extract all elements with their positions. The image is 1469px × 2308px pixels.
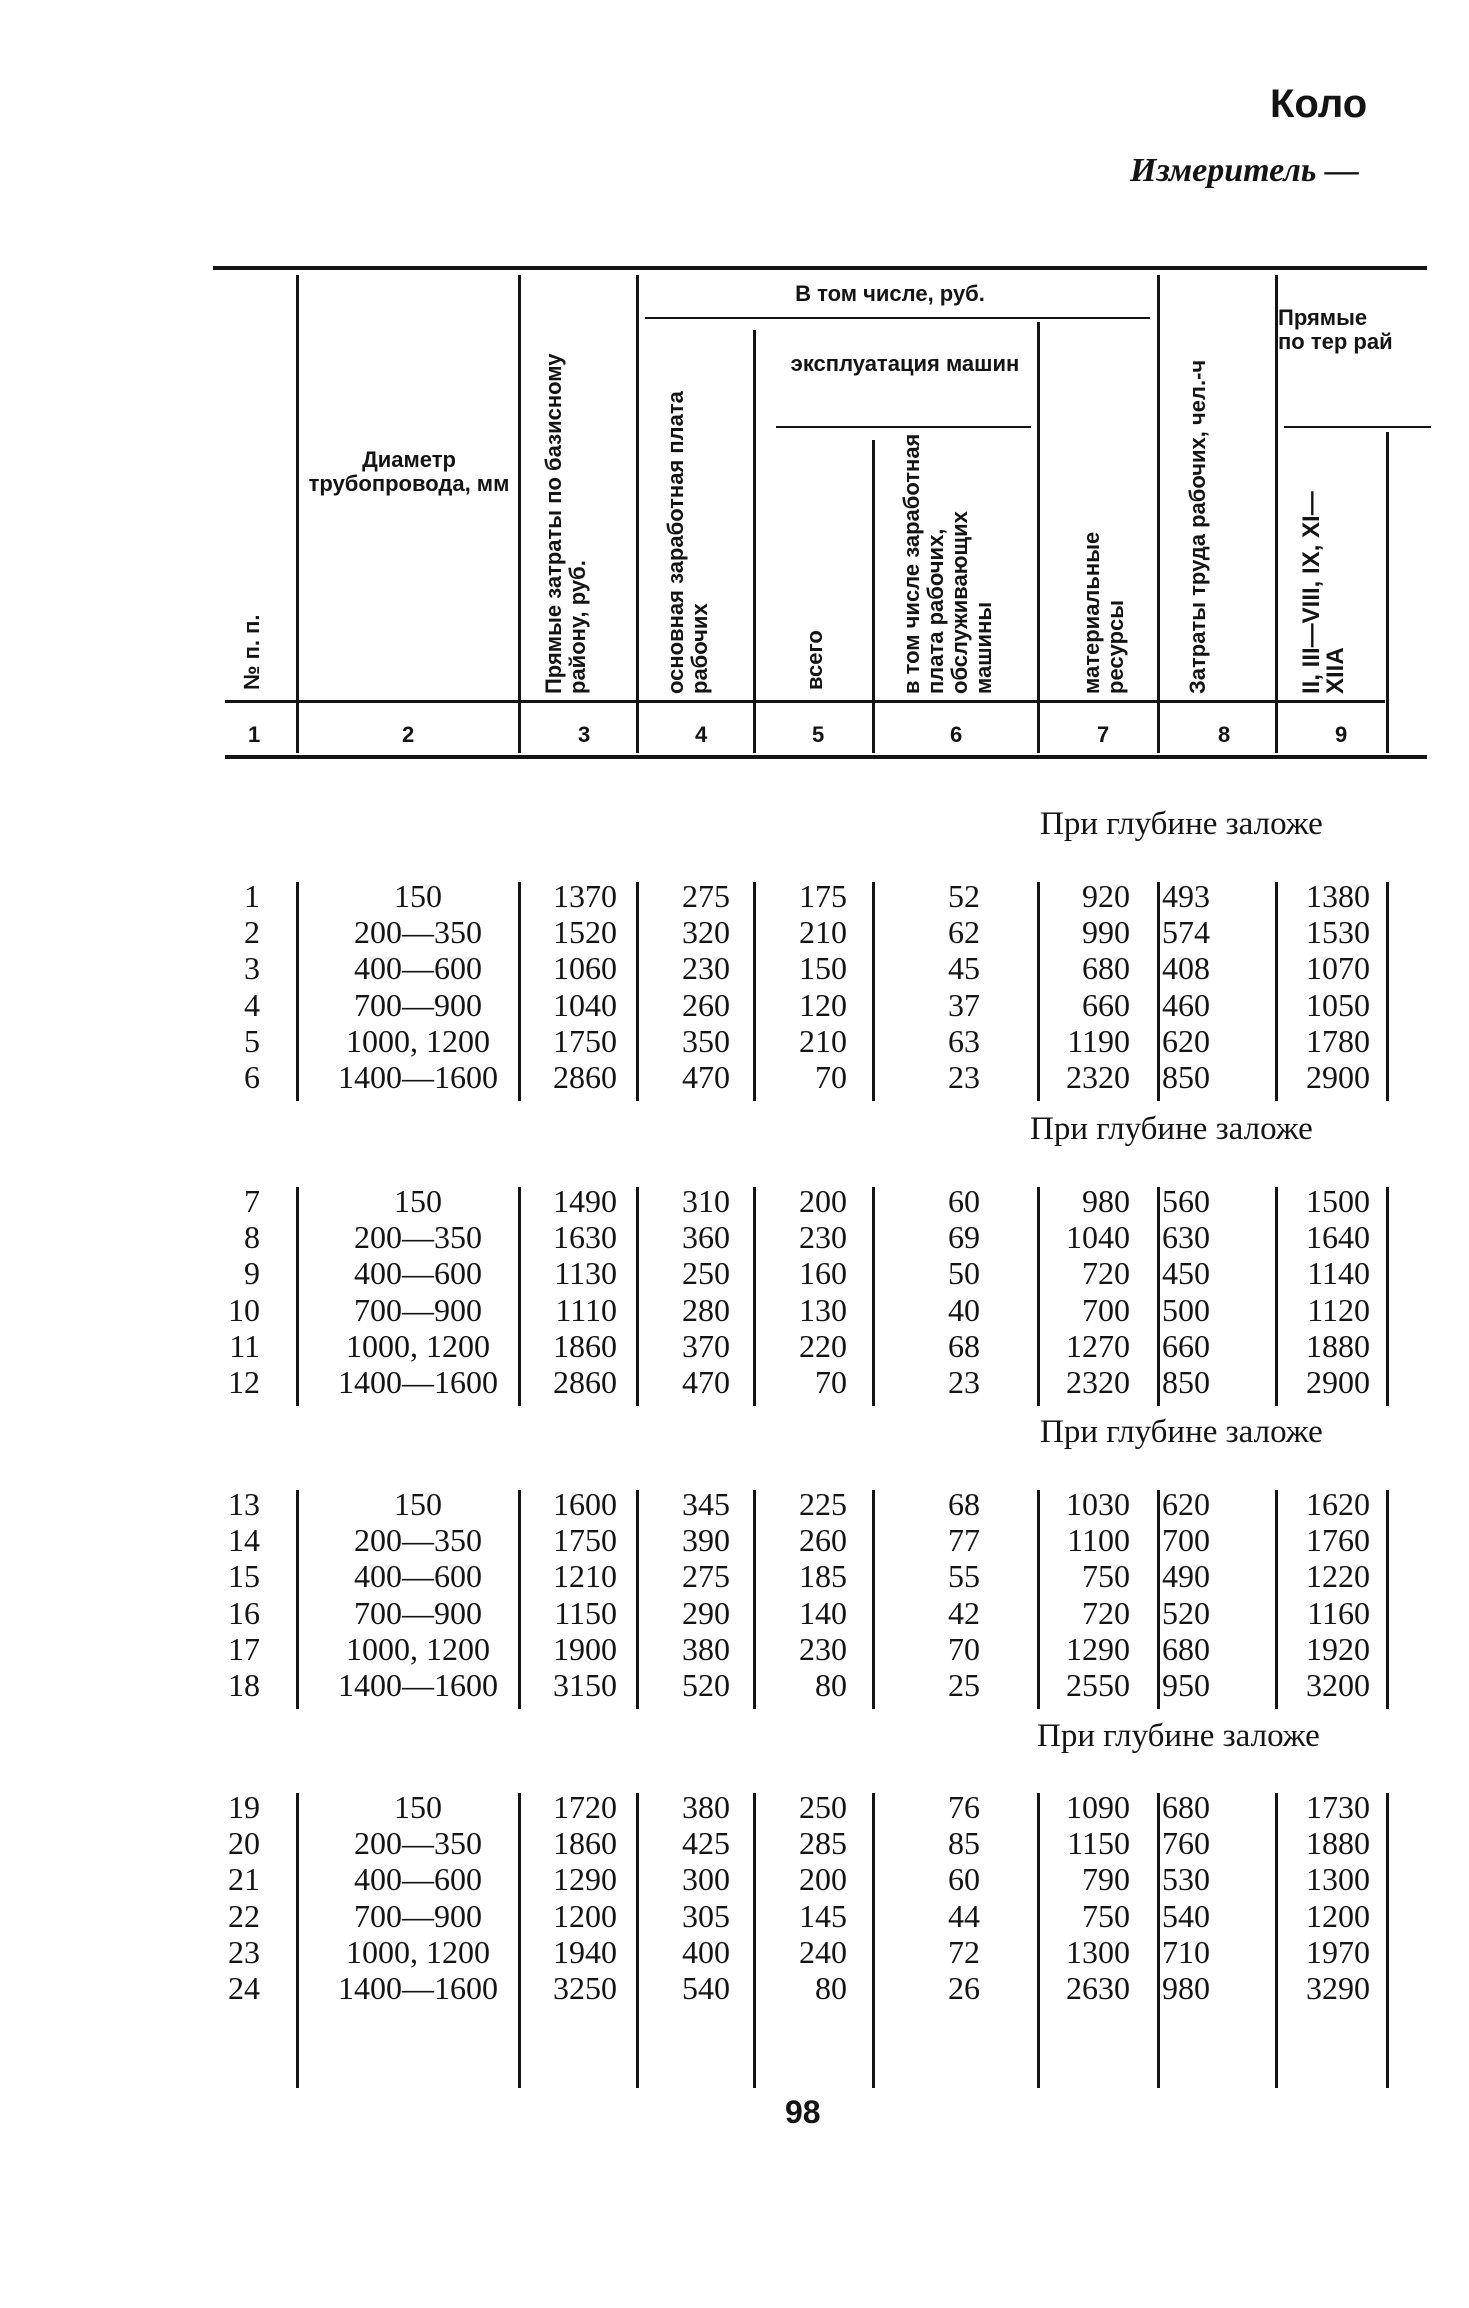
table-cell: 720 [1082,1255,1130,1292]
table-cell: 3150 [553,1667,617,1703]
table-cell: 175 [799,878,847,914]
page-subtitle: Измеритель — [1130,152,1359,189]
table-cell: 19 [228,1789,260,1825]
table-cell: 1070 [1306,950,1370,987]
table-cell: 230 [799,1219,847,1256]
table-cell: 520 [1162,1594,1210,1631]
header-diameter: Диаметр трубопровода, мм [308,447,510,496]
table-cell: 700—900 [354,1594,482,1631]
table-cell: 45 [948,950,980,987]
column-separator [1386,1490,1389,1709]
hdr-vline [636,275,639,753]
table-cell: 1290 [553,1861,617,1898]
colnum-7: 7 [1097,722,1110,747]
table-cell: 1860 [553,1825,617,1862]
table-cell: 12 [228,1364,260,1400]
table-cell: 390 [682,1522,730,1559]
table-cell: 1780 [1306,1022,1370,1059]
table-cell: 400—600 [354,1558,482,1595]
table-cell: 13 [228,1486,260,1522]
table-cell: 350 [682,1022,730,1059]
table-cell: 1380 [1306,878,1370,914]
table-cell: 3200 [1306,1667,1370,1703]
table-cell: 40 [948,1291,980,1328]
table-cell: 2900 [1306,1059,1370,1095]
table-cell: 1300 [1306,1861,1370,1898]
table-cell: 1630 [553,1219,617,1256]
table-cell: 370 [682,1327,730,1364]
table-cell: 63 [948,1022,980,1059]
table-cell: 150 [394,1486,442,1522]
table-cell: 240 [799,1933,847,1970]
table-cell: 200—350 [354,1219,482,1256]
table-cell: 230 [682,950,730,987]
page-title: Коло [1270,82,1368,126]
table-cell: 700—900 [354,1291,482,1328]
table-cell: 700 [1162,1522,1210,1559]
hdr-vline [753,330,756,753]
table-cell: 345 [682,1486,730,1522]
header-item-number: № п. п. [239,614,264,690]
table-cell: 120 [799,986,847,1023]
table-cell: 1760 [1306,1522,1370,1559]
table-cell: 520 [682,1667,730,1703]
hdr-vline [518,275,521,753]
table-cell: 14 [228,1522,260,1559]
table-cell: 17 [228,1630,260,1667]
table-cell: 1030 [1066,1486,1130,1522]
column-separator [1386,1187,1389,1406]
table-cell: 700 [1082,1291,1130,1328]
table-cell: 680 [1162,1630,1210,1667]
table-cell: 400—600 [354,950,482,987]
table-cell: 260 [682,986,730,1023]
colnum-bottom-rule [225,755,1427,759]
table-cell: 285 [799,1825,847,1862]
table-cell: 150 [394,1183,442,1219]
table-cell: 425 [682,1825,730,1862]
table-cell: 260 [799,1522,847,1559]
table-cell: 1860 [553,1327,617,1364]
table-cell: 44 [948,1897,980,1934]
table-cell: 1880 [1306,1825,1370,1862]
table-cell: 1500 [1306,1183,1370,1219]
column-separator [1386,882,1389,1101]
colnum-4: 4 [695,722,708,747]
table-cell: 200—350 [354,1522,482,1559]
table-cell: 470 [682,1059,730,1095]
table-cell: 6 [244,1059,260,1095]
table-cell: 1150 [554,1594,617,1631]
table-cell: 275 [682,1558,730,1595]
table-cell: 1750 [553,1522,617,1559]
table-cell: 620 [1162,1022,1210,1059]
table-cell: 620 [1162,1486,1210,1522]
table-cell: 760 [1162,1825,1210,1862]
table-cell: 9 [244,1255,260,1292]
table-cell: 70 [815,1059,847,1095]
table-cell: 400—600 [354,1255,482,1292]
table-cell: 630 [1162,1219,1210,1256]
table-cell: 750 [1082,1558,1130,1595]
sub-rule-1 [645,317,1150,319]
table-cell: 21 [228,1861,260,1898]
table-cell: 1090 [1066,1789,1130,1825]
table-cell: 560 [1162,1183,1210,1219]
table-cell: 145 [799,1897,847,1934]
table-cell: 1640 [1306,1219,1370,1256]
table-cell: 1730 [1306,1789,1370,1825]
table-cell: 1490 [553,1183,617,1219]
table-cell: 62 [948,914,980,951]
table-cell: 990 [1082,914,1130,951]
section-caption: При глубине заложе [1037,1718,1320,1754]
table-cell: 950 [1162,1667,1210,1703]
table-cell: 540 [1162,1897,1210,1934]
table-cell: 140 [799,1594,847,1631]
table-cell: 200—350 [354,914,482,951]
table-cell: 660 [1162,1327,1210,1364]
header-regions: II, III—VIII, IX, XI—XIIA [1298,491,1349,694]
table-cell: 68 [948,1486,980,1522]
table-cell: 680 [1082,950,1130,987]
header-base-wage: основная заработная плата рабочих [663,391,712,694]
table-cell: 23 [948,1364,980,1400]
table-cell: 77 [948,1522,980,1559]
table-cell: 310 [682,1183,730,1219]
table-cell: 1160 [1307,1594,1370,1631]
table-cell: 1120 [1307,1291,1370,1328]
table-cell: 1940 [553,1933,617,1970]
table-cell: 750 [1082,1897,1130,1934]
table-cell: 470 [682,1364,730,1400]
table-cell: 1140 [1307,1255,1370,1292]
table-cell: 50 [948,1255,980,1292]
table-cell: 1220 [1306,1558,1370,1595]
table-cell: 200—350 [354,1825,482,1862]
table-cell: 680 [1162,1789,1210,1825]
table-cell: 1110 [555,1291,617,1328]
section-caption: При глубине заложе [1040,1414,1323,1450]
table-cell: 1270 [1066,1327,1130,1364]
table-cell: 1000, 1200 [346,1327,490,1364]
table-cell: 80 [815,1667,847,1703]
table-cell: 1400—1600 [338,1364,498,1400]
table-cell: 24 [228,1970,260,2006]
table-cell: 1400—1600 [338,1059,498,1095]
table-cell: 60 [948,1183,980,1219]
table-cell: 2900 [1306,1364,1370,1400]
table-cell: 2860 [553,1059,617,1095]
header-machine-total: всего [802,630,827,690]
table-cell: 500 [1162,1291,1210,1328]
table-cell: 490 [1162,1558,1210,1595]
table-cell: 300 [682,1861,730,1898]
table-cell: 72 [948,1933,980,1970]
sub-rule-3 [1284,426,1431,428]
table-cell: 1620 [1306,1486,1370,1522]
table-cell: 76 [948,1789,980,1825]
table-cell: 130 [799,1291,847,1328]
table-cell: 200 [799,1861,847,1898]
table-cell: 1190 [1067,1022,1130,1059]
table-cell: 1000, 1200 [346,1022,490,1059]
table-cell: 320 [682,914,730,951]
table-cell: 220 [799,1327,847,1364]
table-cell: 700—900 [354,986,482,1023]
table-cell: 1400—1600 [338,1970,498,2006]
table-cell: 1520 [553,914,617,951]
table-cell: 69 [948,1219,980,1256]
table-cell: 380 [682,1630,730,1667]
table-cell: 23 [948,1059,980,1095]
table-cell: 25 [948,1667,980,1703]
hdr-vline [1386,432,1389,753]
table-cell: 10 [228,1291,260,1328]
table-cell: 1000, 1200 [346,1630,490,1667]
table-cell: 1050 [1306,986,1370,1023]
hdr-vline [1157,275,1160,753]
table-cell: 1130 [554,1255,617,1292]
table-cell: 22 [228,1897,260,1934]
table-cell: 37 [948,986,980,1023]
table-cell: 18 [228,1667,260,1703]
table-cell: 68 [948,1327,980,1364]
table-cell: 2 [244,914,260,951]
column-separator [872,882,875,1101]
table-cell: 23 [228,1933,260,1970]
table-cell: 11 [229,1327,260,1364]
header-in-that-number: В том числе, руб. [795,281,985,306]
table-cell: 85 [948,1825,980,1862]
table-cell: 850 [1162,1364,1210,1400]
column-separator [872,1793,875,2088]
header-bottom-rule [225,700,1385,703]
table-cell: 574 [1162,914,1210,951]
table-cell: 710 [1162,1933,1210,1970]
table-cell: 60 [948,1861,980,1898]
table-cell: 275 [682,878,730,914]
table-cell: 160 [799,1255,847,1292]
header-machine-ops: эксплуатация машин [790,351,1020,376]
table-cell: 200 [799,1183,847,1219]
table-cell: 305 [682,1897,730,1934]
header-materials: материальные ресурсы [1079,531,1128,694]
table-cell: 1 [244,878,260,914]
table-cell: 400—600 [354,1861,482,1898]
table-cell: 2630 [1066,1970,1130,2006]
header-direct-by-region: Прямые по тер рай [1278,305,1393,354]
table-cell: 70 [948,1630,980,1667]
table-cell: 2320 [1066,1059,1130,1095]
column-separator [872,1490,875,1709]
table-cell: 16 [228,1594,260,1631]
table-cell: 230 [799,1630,847,1667]
table-cell: 225 [799,1486,847,1522]
table-cell: 210 [799,1022,847,1059]
hdr-vline [872,440,875,753]
colnum-1: 1 [248,722,261,747]
table-cell: 1400—1600 [338,1667,498,1703]
table-cell: 15 [228,1558,260,1595]
table-cell: 1920 [1306,1630,1370,1667]
table-cell: 980 [1082,1183,1130,1219]
table-cell: 185 [799,1558,847,1595]
table-cell: 1900 [553,1630,617,1667]
table-cell: 1300 [1066,1933,1130,1970]
table-cell: 5 [244,1022,260,1059]
colnum-9: 9 [1335,722,1348,747]
table-cell: 42 [948,1594,980,1631]
section-caption: При глубине заложе [1040,806,1323,842]
column-separator [296,1490,299,1709]
table-cell: 3290 [1306,1970,1370,2006]
table-cell: 1040 [1066,1219,1130,1256]
table-cell: 408 [1162,950,1210,987]
table-cell: 1290 [1066,1630,1130,1667]
table-cell: 400 [682,1933,730,1970]
header-labor: Затраты труда рабочих, чел.-ч [1185,359,1210,694]
table-cell: 210 [799,914,847,951]
table-cell: 1600 [553,1486,617,1522]
table-cell: 250 [682,1255,730,1292]
column-separator [296,1187,299,1406]
table-cell: 80 [815,1970,847,2006]
hdr-vline [296,275,299,753]
table-cell: 1720 [553,1789,617,1825]
table-cell: 7 [244,1183,260,1219]
table-cell: 790 [1082,1861,1130,1898]
colnum-5: 5 [812,722,825,747]
table-cell: 700—900 [354,1897,482,1934]
header-machine-wage: в том числе заработная плата рабочих, обслуживающих машины [899,433,996,694]
colnum-3: 3 [578,722,591,747]
header-direct-costs: Прямые затраты по базисному району, руб. [541,353,590,694]
table-cell: 1100 [1067,1522,1130,1559]
column-separator [296,1793,299,2088]
table-cell: 1000, 1200 [346,1933,490,1970]
table-cell: 1210 [553,1558,617,1595]
table-cell: 540 [682,1970,730,2006]
table-cell: 290 [682,1594,730,1631]
table-cell: 720 [1082,1594,1130,1631]
table-cell: 26 [948,1970,980,2006]
table-cell: 1200 [1306,1897,1370,1934]
table-cell: 850 [1162,1059,1210,1095]
table-cell: 380 [682,1789,730,1825]
table-cell: 920 [1082,878,1130,914]
table-cell: 493 [1162,878,1210,914]
table-cell: 52 [948,878,980,914]
table-cell: 150 [799,950,847,987]
colnum-8: 8 [1218,722,1231,747]
table-cell: 1150 [1067,1825,1130,1862]
table-cell: 3250 [553,1970,617,2006]
table-cell: 1530 [1306,914,1370,951]
table-cell: 3 [244,950,260,987]
table-cell: 360 [682,1219,730,1256]
page-number: 98 [785,2094,821,2130]
table-cell: 1040 [553,986,617,1023]
table-cell: 1880 [1306,1327,1370,1364]
colnum-2: 2 [402,722,415,747]
column-separator [296,882,299,1101]
column-separator [872,1187,875,1406]
table-cell: 8 [244,1219,260,1256]
table-cell: 2320 [1066,1364,1130,1400]
table-cell: 1750 [553,1022,617,1059]
table-cell: 150 [394,878,442,914]
table-cell: 20 [228,1825,260,1862]
column-separator [1386,1793,1389,2088]
table-cell: 450 [1162,1255,1210,1292]
table-cell: 250 [799,1789,847,1825]
table-cell: 530 [1162,1861,1210,1898]
top-rule [213,266,1427,270]
table-cell: 280 [682,1291,730,1328]
table-cell: 980 [1162,1970,1210,2006]
table-cell: 70 [815,1364,847,1400]
table-cell: 2550 [1066,1667,1130,1703]
table-cell: 1200 [553,1897,617,1934]
table-cell: 1970 [1306,1933,1370,1970]
table-cell: 1060 [553,950,617,987]
table-cell: 4 [244,986,260,1023]
table-cell: 1370 [553,878,617,914]
colnum-6: 6 [950,722,963,747]
section-caption: При глубине заложе [1030,1111,1313,1147]
table-cell: 2860 [553,1364,617,1400]
hdr-vline [1037,322,1040,753]
table-cell: 660 [1082,986,1130,1023]
table-cell: 460 [1162,986,1210,1023]
table-cell: 150 [394,1789,442,1825]
table-cell: 55 [948,1558,980,1595]
